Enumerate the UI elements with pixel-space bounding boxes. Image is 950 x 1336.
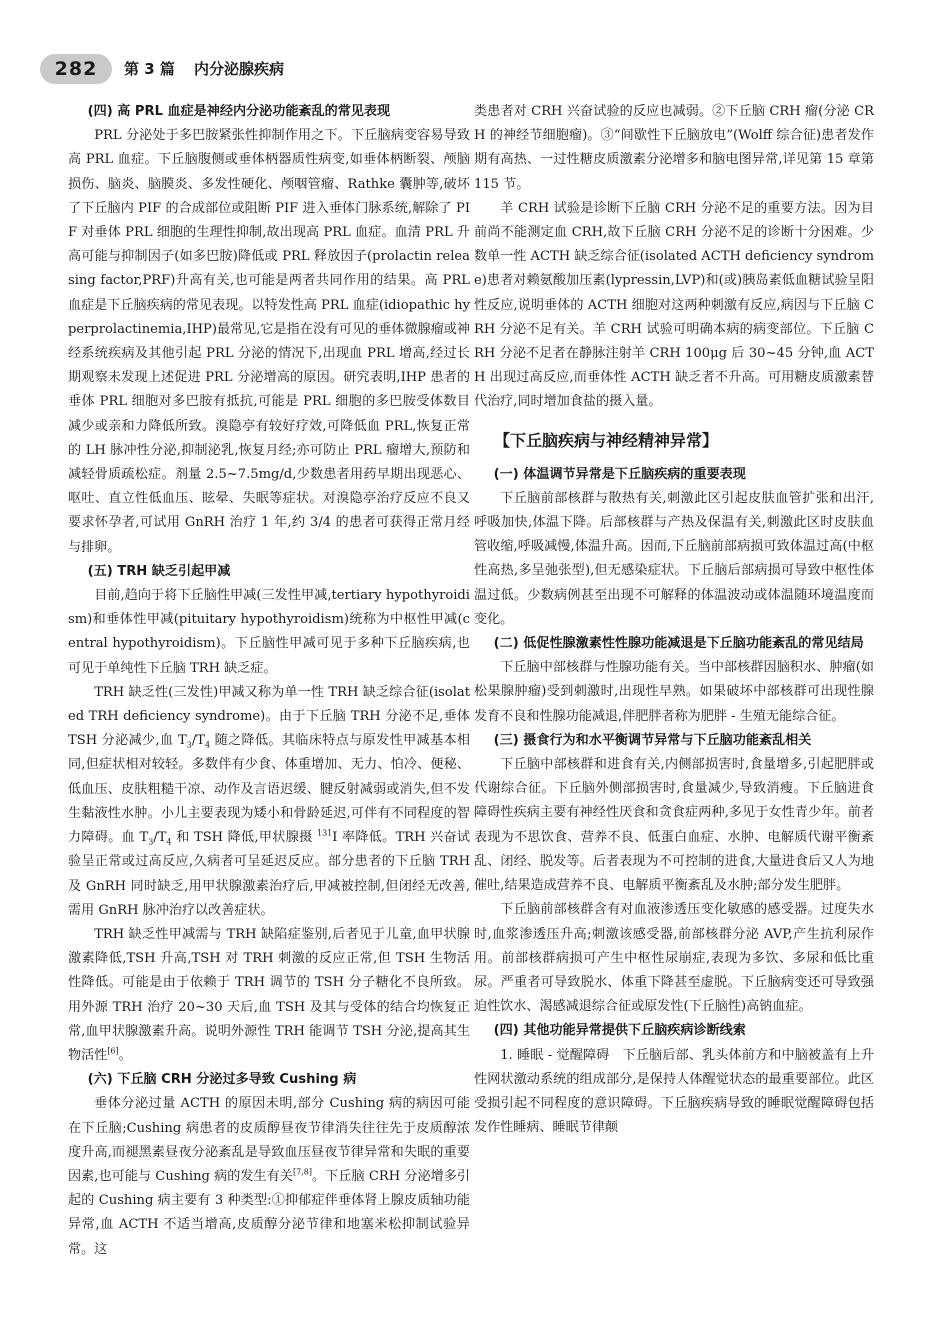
page-number-badge: [40, 54, 112, 84]
paragraph: 羊 CRH 试验是诊断下丘脑 CRH 分泌不足的重要方法。因为目前尚不能测定血 CRH,故下丘脑 CRH 分泌不足的诊断十分困难。少数单一性 ACTH 缺乏综合征(isolated ACTH deficiency syndrome)患者对赖氨酸加压素(lypressin,LVP)和(或)胰岛素低血糖试验呈阳性反应,说明垂体的 ACTH 细胞对这两种刺激有反应,病因与下丘脑 CRH 分泌不足有关。羊 CRH 试验可明确本病的病变部位。下丘脑 CRH 分泌不足者在静脉注射羊 CRH 100μg 后 30~45 分钟,血 ACTH 出现过高反应,而垂体性 ACTH 缺乏者不升高。可用糖皮质激素替代治疗,同时增加食盐的摄入量。: [474, 200, 874, 410]
left-column: [68, 100, 470, 1262]
citation: [6]: [107, 1046, 119, 1056]
heading-6: (六) 下丘脑 CRH 分泌过多导致 Cushing 病: [87, 1072, 357, 1088]
heading-a: (一) 体温调节异常是下丘脑疾病的重要表现: [493, 466, 746, 482]
paragraph: [68, 681, 470, 923]
text-run: /T: [153, 830, 167, 846]
heading-b: (二) 低促性腺激素性性腺功能减退是下丘脑功能紊乱的常见结局: [493, 636, 864, 652]
text-run: 垂体分泌过量 ACTH 的原因未明,部分 Cushing 病的病因可能在下丘脑;Cushing 病患者的皮质醇昼夜节律消失往往先于皮质醇浓度升高,而褪黑素昼夜分泌紊乱是导致血压昼夜节律异常和失眠的重要因素,也可能与 Cushing 病的发生有关: [68, 1096, 470, 1184]
running-title: 内分泌腺疾病: [194, 60, 285, 78]
text-run: 和 TSH 降低,甲状腺摄: [171, 830, 317, 846]
text-run: TRH 缺乏性甲减需与 TRH 缺陷症鉴别,后者见于儿童,血甲状腺激素降低,TSH 升高,TSH 对 TRH 刺激的反应正常,但 TSH 生物活性降低。可能是由于依赖于 TRH 调节的 TSH 分子糖化不良所致。用外源 TRH 治疗 20~30 天后,血 TSH 及其与受体的结合均恢复正常,血甲状腺激素升高。说明外源性 TRH 能调节 TSH 分泌,提高其生物活性: [68, 926, 470, 1063]
paragraph: 下丘脑中部核群和进食有关,内侧部损害时,食量增多,引起肥胖或代谢综合征。下丘脑外侧部损害时,食量减少,导致消瘦。下丘脑进食障碍性疾病主要有神经性厌食和贪食症两种,多见于女性青少年。前者表现为不思饮食、营养不良、低蛋白血症、水肿、电解质代谢平衡紊乱、闭经、脱发等。后者表现为不可控制的进食,大量进食后又人为地催吐,结果造成营养不良、电解质平衡紊乱及水肿;部分发生肥胖。: [474, 757, 874, 894]
page-header: [40, 54, 920, 84]
text-run: 。下丘脑 CRH 分泌增多引起的 Cushing 病主要有 3 种类型:①抑郁症伴垂体肾上腺皮质轴功能异常,血 ACTH 不适当增高,皮质醇分泌节律和地塞米松抑制试验异常。这: [68, 1168, 471, 1257]
section-title: 【下丘脑疾病与神经精神异常】: [494, 430, 719, 450]
subscript: 3: [186, 740, 192, 750]
paragraph: 1. 睡眠 - 觉醒障碍 下丘脑后部、乳头体前方和中脑被盖有上升性网状激动系统的组成部分,是保持人体醒觉状态的最重要部位。此区受损引起不同程度的意识障碍。下丘脑疾病导致的睡眠觉醒障碍包括发作性睡病、睡眠节律颠: [474, 1047, 874, 1136]
paragraph-continued: 类患者对 CRH 兴奋试验的反应也减弱。②下丘脑 CRH 瘤(分泌 CRH 的神经节细胞瘤)。③“间歇性下丘脑放电”(Wolff 综合征)患者发作期有高热、一过性糖皮质激素分泌增多和脑电图异常,详见第 15 章第 115 节。: [474, 104, 874, 192]
superscript: 131: [317, 828, 333, 838]
paragraph: [68, 923, 470, 1068]
subscript: 4: [166, 837, 172, 847]
page-number: 282: [54, 58, 98, 80]
subscript: 3: [148, 837, 154, 847]
text-run: /T: [191, 733, 205, 749]
paragraph: 下丘脑中部核群与性腺功能有关。当中部核群因脑积水、肿瘤(如松果腺肿瘤)受到刺激时,出现性早熟。如果破坏中部核群可出现性腺发育不良和性腺功能减退,伴肥胖者称为肥胖 - 生殖无能综合征。: [474, 660, 874, 724]
text-run: I 率降低。TRH 兴奋试验呈正常或过高反应,久病者可呈延迟反应。部分患者的下丘脑 TRH 及 GnRH 同时缺乏,用甲状腺激素治疗后,甲减被控制,但闭经无改善,需用 GnRH 脉冲治疗以改善症状。: [68, 830, 470, 918]
citation: [7,8]: [293, 1167, 312, 1177]
subscript: 4: [205, 740, 211, 750]
heading-c: (三) 摄食行为和水平衡调节异常与下丘脑功能紊乱相关: [493, 732, 812, 748]
paragraph: 目前,趋向于将下丘脑性甲减(三发性甲减,tertiary hypothyroidism)和垂体性甲减(pituitary hypothyroidism)统称为中枢性甲减(central hypothyroidism)。下丘脑性甲减可见于多种下丘脑疾病,也可见于单纯性下丘脑 TRH 缺乏症。: [68, 588, 470, 676]
part-label: 第 3 篇: [124, 60, 175, 78]
paragraph: [68, 1092, 470, 1261]
heading-5: (五) TRH 缺乏引起甲减: [87, 563, 231, 579]
text-run: 随之降低。其临床特点与原发性甲减基本相同,但症状相对较轻。多数伴有少食、体重增加、无力、怕冷、便秘、低血压、皮肤粗糙干凉、动作及言语迟缓、腱反射减弱或消失,但不发生黏液性水肿。小儿主要表现为矮小和骨龄延迟,可伴有不同程度的智力障碍。血 T: [68, 733, 470, 846]
paragraph: PRL 分泌处于多巴胺紧张性抑制作用之下。下丘脑病变容易导致高 PRL 血症。下丘脑腹侧或垂体柄器质性病变,如垂体柄断裂、颅脑损伤、脑炎、脑膜炎、多发性硬化、颅咽管瘤、Rathke 囊肿等,破坏了下丘脑内 PIF 的合成部位或阻断 PIF 进入垂体门脉系统,解除了 PIF 对垂体 PRL 细胞的生理性抑制,故出现高 PRL 血症。血清 PRL 升高可能与抑制因子(如多巴胺)降低或 PRL 释放因子(prolactin releasing factor,PRF)升高有关,也可能是两者共同作用的结果。高 PRL 血症是下丘脑疾病的常见表现。以特发性高 PRL 血症(idiopathic hyperprolactinemia,IHP)最常见,它是指在没有可见的垂体微腺瘤或神经系统疾病及其他引起 PRL 分泌的情况下,出现血 PRL 增高,经过长期观察未发现上述促进 PRL 分泌增高的原因。研究表明,IHP 患者的垂体 PRL 细胞对多巴胺有抵抗,可能是 PRL 细胞的多巴胺受体数目减少或亲和力降低所致。溴隐亭有较好疗效,可降低血 PRL,恢复正常的 LH 脉冲性分泌,抑制泌乳,恢复月经;亦可防止 PRL 瘤增大,预防和减轻骨质疏松症。剂量 2.5~7.5mg/d,少数患者用药早期出现恶心、呕吐、直立性低血压、眩晕、失眠等症状。对溴隐亭治疗反应不良又要求怀孕者,可试用 GnRH 治疗 1 年,约 3/4 的患者可获得正常月经与排卵。: [68, 128, 470, 555]
paragraph: 下丘脑前部核群与散热有关,刺激此区引起皮肤血管扩张和出汗,呼吸加快,体温下降。后部核群与产热及保温有关,刺激此区时皮肤血管收缩,呼吸减慢,体温升高。因而,下丘脑前部病损可致体温过高(中枢性高热,多呈弛张型),但无感染症状。下丘脑后部病损可导致中枢性体温过低。少数病例甚至出现不可解释的体温波动或体温随环境温度而变化。: [474, 490, 874, 627]
paragraph: 下丘脑前部核群含有对血液渗透压变化敏感的感受器。过度失水时,血浆渗透压升高;刺激该感受器,前部核群分泌 AVP,产生抗利尿作用。前部核群病损可产生中枢性尿崩症,表现为多饮、多尿和低比重尿。严重者可导致脱水、体重下降甚至虚脱。下丘脑病变还可导致强迫性饮水、渴感减退综合征或原发性(下丘脑性)高钠血症。: [474, 902, 874, 1015]
heading-d: (四) 其他功能异常提供下丘脑疾病诊断线索: [493, 1023, 746, 1039]
text-run: TRH 缺乏性(三发性)甲减又称为单一性 TRH 缺乏综合征(isolated TRH deficiency syndrome)。由于下丘脑 TRH 分泌不足,垂体 TSH 分泌减少,血 T: [68, 684, 470, 749]
text-run: 。: [118, 1047, 132, 1063]
right-column: [474, 100, 874, 1140]
heading-4: (四) 高 PRL 血症是神经内分泌功能紊乱的常见表现: [87, 104, 391, 119]
